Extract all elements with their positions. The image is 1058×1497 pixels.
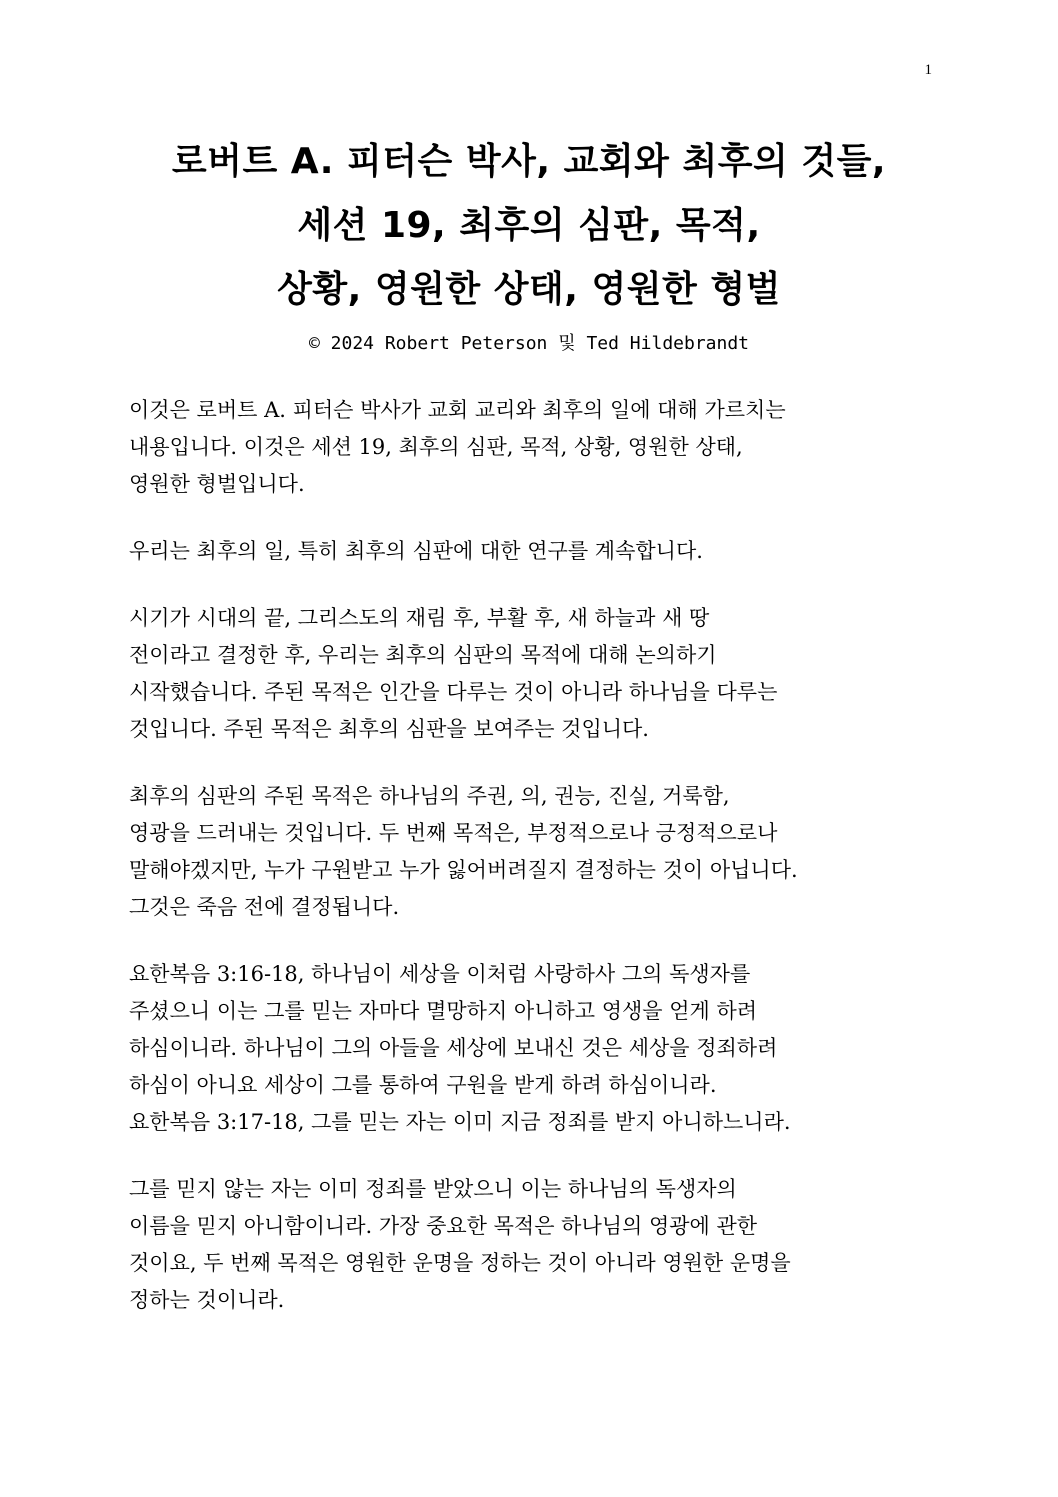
text-line: 이름을 믿지 아니함이니라. 가장 중요한 목적은 하나님의 영광에 관한 (129, 1214, 758, 1238)
text-line: 영원한 형벌입니다. (129, 472, 305, 496)
text-line: 영광을 드러내는 것입니다. 두 번째 목적은, 부정적으로나 긍정적으로나 (129, 821, 778, 845)
title-line: 세션 19, 최후의 심판, 목적, (297, 205, 761, 246)
text-line: 이것은 로버트 A. 피터슨 박사가 교회 교리와 최후의 일에 대해 가르치는 (129, 398, 786, 422)
title-line: 상황, 영원한 상태, 영원한 형벌 (277, 269, 781, 310)
paragraph (129, 956, 939, 1141)
text-line: 하심이니라. 하나님이 그의 아들을 세상에 보내신 것은 세상을 정죄하려 (129, 1036, 778, 1060)
copyright-notice: © 2024 Robert Peterson 및 Ted Hildebrandt (308, 333, 750, 354)
text-line: 시기가 시대의 끝, 그리스도의 재림 후, 부활 후, 새 하늘과 새 땅 (129, 606, 710, 630)
page-number: 1 (924, 62, 932, 78)
text-line: 하심이 아니요 세상이 그를 통하여 구원을 받게 하려 하심이니라. (129, 1073, 717, 1097)
text-line: 주셨으니 이는 그를 믿는 자마다 멸망하지 아니하고 영생을 얻게 하려 (129, 999, 758, 1023)
text-line: 최후의 심판의 주된 목적은 하나님의 주권, 의, 권능, 진실, 거룩함, (129, 784, 730, 808)
text-line: 그를 믿지 않는 자는 이미 정죄를 받았으니 이는 하나님의 독생자의 (129, 1177, 737, 1201)
text-line: 우리는 최후의 일, 특히 최후의 심판에 대한 연구를 계속합니다. (129, 539, 703, 563)
document-title (0, 130, 1058, 322)
text-line: 것이요, 두 번째 목적은 영원한 운명을 정하는 것이 아니라 영원한 운명을 (129, 1251, 791, 1275)
paragraph (129, 778, 939, 926)
document-body (129, 392, 939, 1349)
text-line: 말해야겠지만, 누가 구원받고 누가 잃어버려질지 결정하는 것이 아닙니다. (129, 858, 798, 882)
paragraph (129, 533, 939, 570)
paragraph (129, 600, 939, 748)
text-line: 전이라고 결정한 후, 우리는 최후의 심판의 목적에 대해 논의하기 (129, 643, 717, 667)
text-line: 요한복음 3:17-18, 그를 믿는 자는 이미 지금 정죄를 받지 아니하느니라. (129, 1110, 791, 1134)
text-line: 요한복음 3:16-18, 하나님이 세상을 이처럼 사랑하사 그의 독생자를 (129, 962, 751, 986)
text-line: 시작했습니다. 주된 목적은 인간을 다루는 것이 아니라 하나님을 다루는 (129, 680, 778, 704)
title-line: 로버트 A. 피터슨 박사, 교회와 최후의 것들, (171, 141, 887, 182)
text-line: 그것은 죽음 전에 결정됩니다. (129, 895, 400, 919)
paragraph (129, 1171, 939, 1319)
paragraph (129, 392, 939, 503)
text-line: 내용입니다. 이것은 세션 19, 최후의 심판, 목적, 상황, 영원한 상태, (129, 435, 743, 459)
text-line: 정하는 것이니라. (129, 1288, 285, 1312)
text-line: 것입니다. 주된 목적은 최후의 심판을 보여주는 것입니다. (129, 717, 649, 741)
